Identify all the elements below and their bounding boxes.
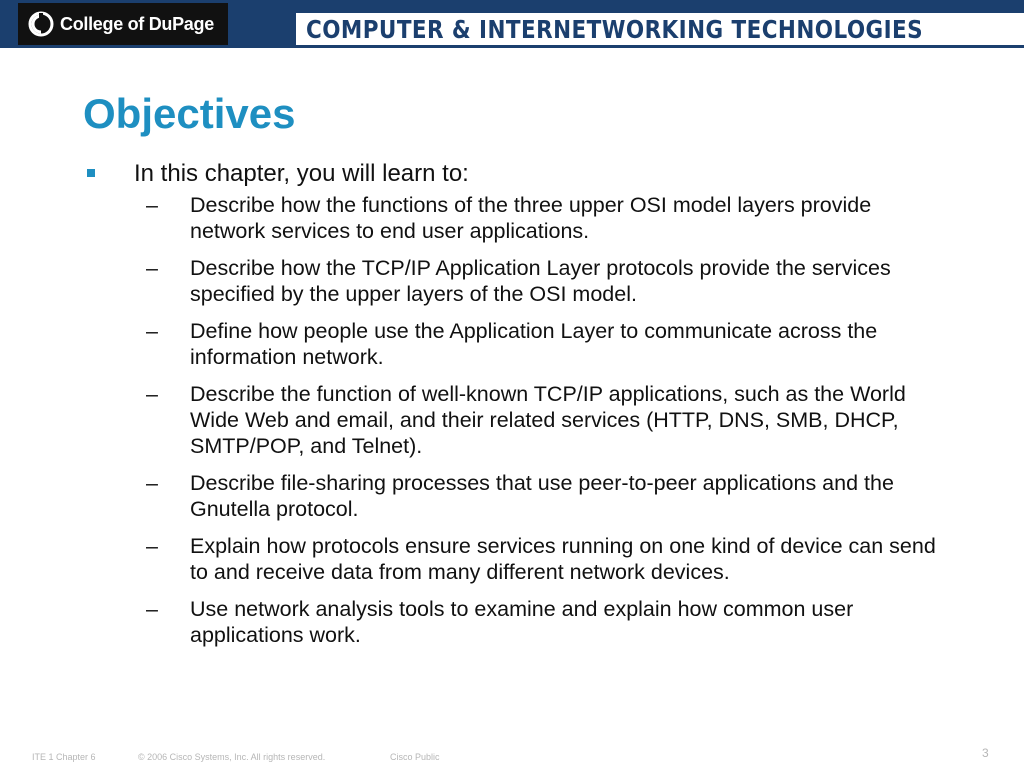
slide-content [0, 158, 1024, 659]
main-bullet [0, 158, 1024, 192]
dash-bullet: – [146, 256, 158, 280]
dash-bullet: – [146, 534, 158, 558]
main-bullet-text: In this chapter, you will learn to: [134, 160, 469, 187]
objective-text: Describe the function of well-known TCP/IP applications, such as the World Wide Web and email, and their related services (HTTP, DNS, SMB, DHCP, SMTP/POP, and Telnet). [190, 382, 906, 458]
objective-text: Describe how the functions of the three upper OSI model layers provide network services to end user applications. [190, 193, 872, 243]
dash-bullet: – [146, 471, 158, 495]
objective-text: Define how people use the Application Layer to communicate across the information network. [190, 319, 878, 369]
logo-text: College of DuPage [60, 13, 214, 34]
footer-copyright: © 2006 Cisco Systems, Inc. All rights reserved. [138, 752, 326, 762]
objective-text: Describe file-sharing processes that use peer-to-peer applications and the Gnutella protocol. [190, 471, 894, 521]
dash-bullet: – [146, 193, 158, 217]
page-number: 3 [982, 746, 989, 760]
slide-title: Objectives [83, 90, 296, 137]
objective-item [0, 255, 950, 307]
footer-chapter: ITE 1 Chapter 6 [32, 752, 96, 762]
objective-item [0, 318, 950, 370]
college-logo[interactable] [18, 3, 228, 45]
dash-bullet: – [146, 597, 158, 621]
objective-item [0, 192, 950, 244]
banner-text: COMPUTER & INTERNETWORKING TECHNOLOGIES [306, 14, 924, 44]
objective-item [0, 381, 950, 459]
objective-item [0, 596, 950, 648]
objective-text: Describe how the TCP/IP Application Layer protocols provide the services specified by the upper layers of the OSI model. [190, 256, 891, 306]
college-logo-icon [28, 11, 54, 37]
objectives-list [0, 192, 1024, 648]
objective-text: Explain how protocols ensure services running on one kind of device can send to and receive data from many different network devices. [190, 534, 936, 584]
slide-footer [0, 746, 1024, 766]
footer-classification: Cisco Public [390, 752, 440, 762]
dash-bullet: – [146, 319, 158, 343]
objective-item [0, 470, 950, 522]
program-banner [296, 13, 1024, 45]
square-bullet-icon [87, 169, 95, 177]
dash-bullet: – [146, 382, 158, 406]
objective-text: Use network analysis tools to examine and explain how common user applications work. [190, 597, 854, 647]
header-band [0, 0, 1024, 48]
objective-item [0, 533, 950, 585]
